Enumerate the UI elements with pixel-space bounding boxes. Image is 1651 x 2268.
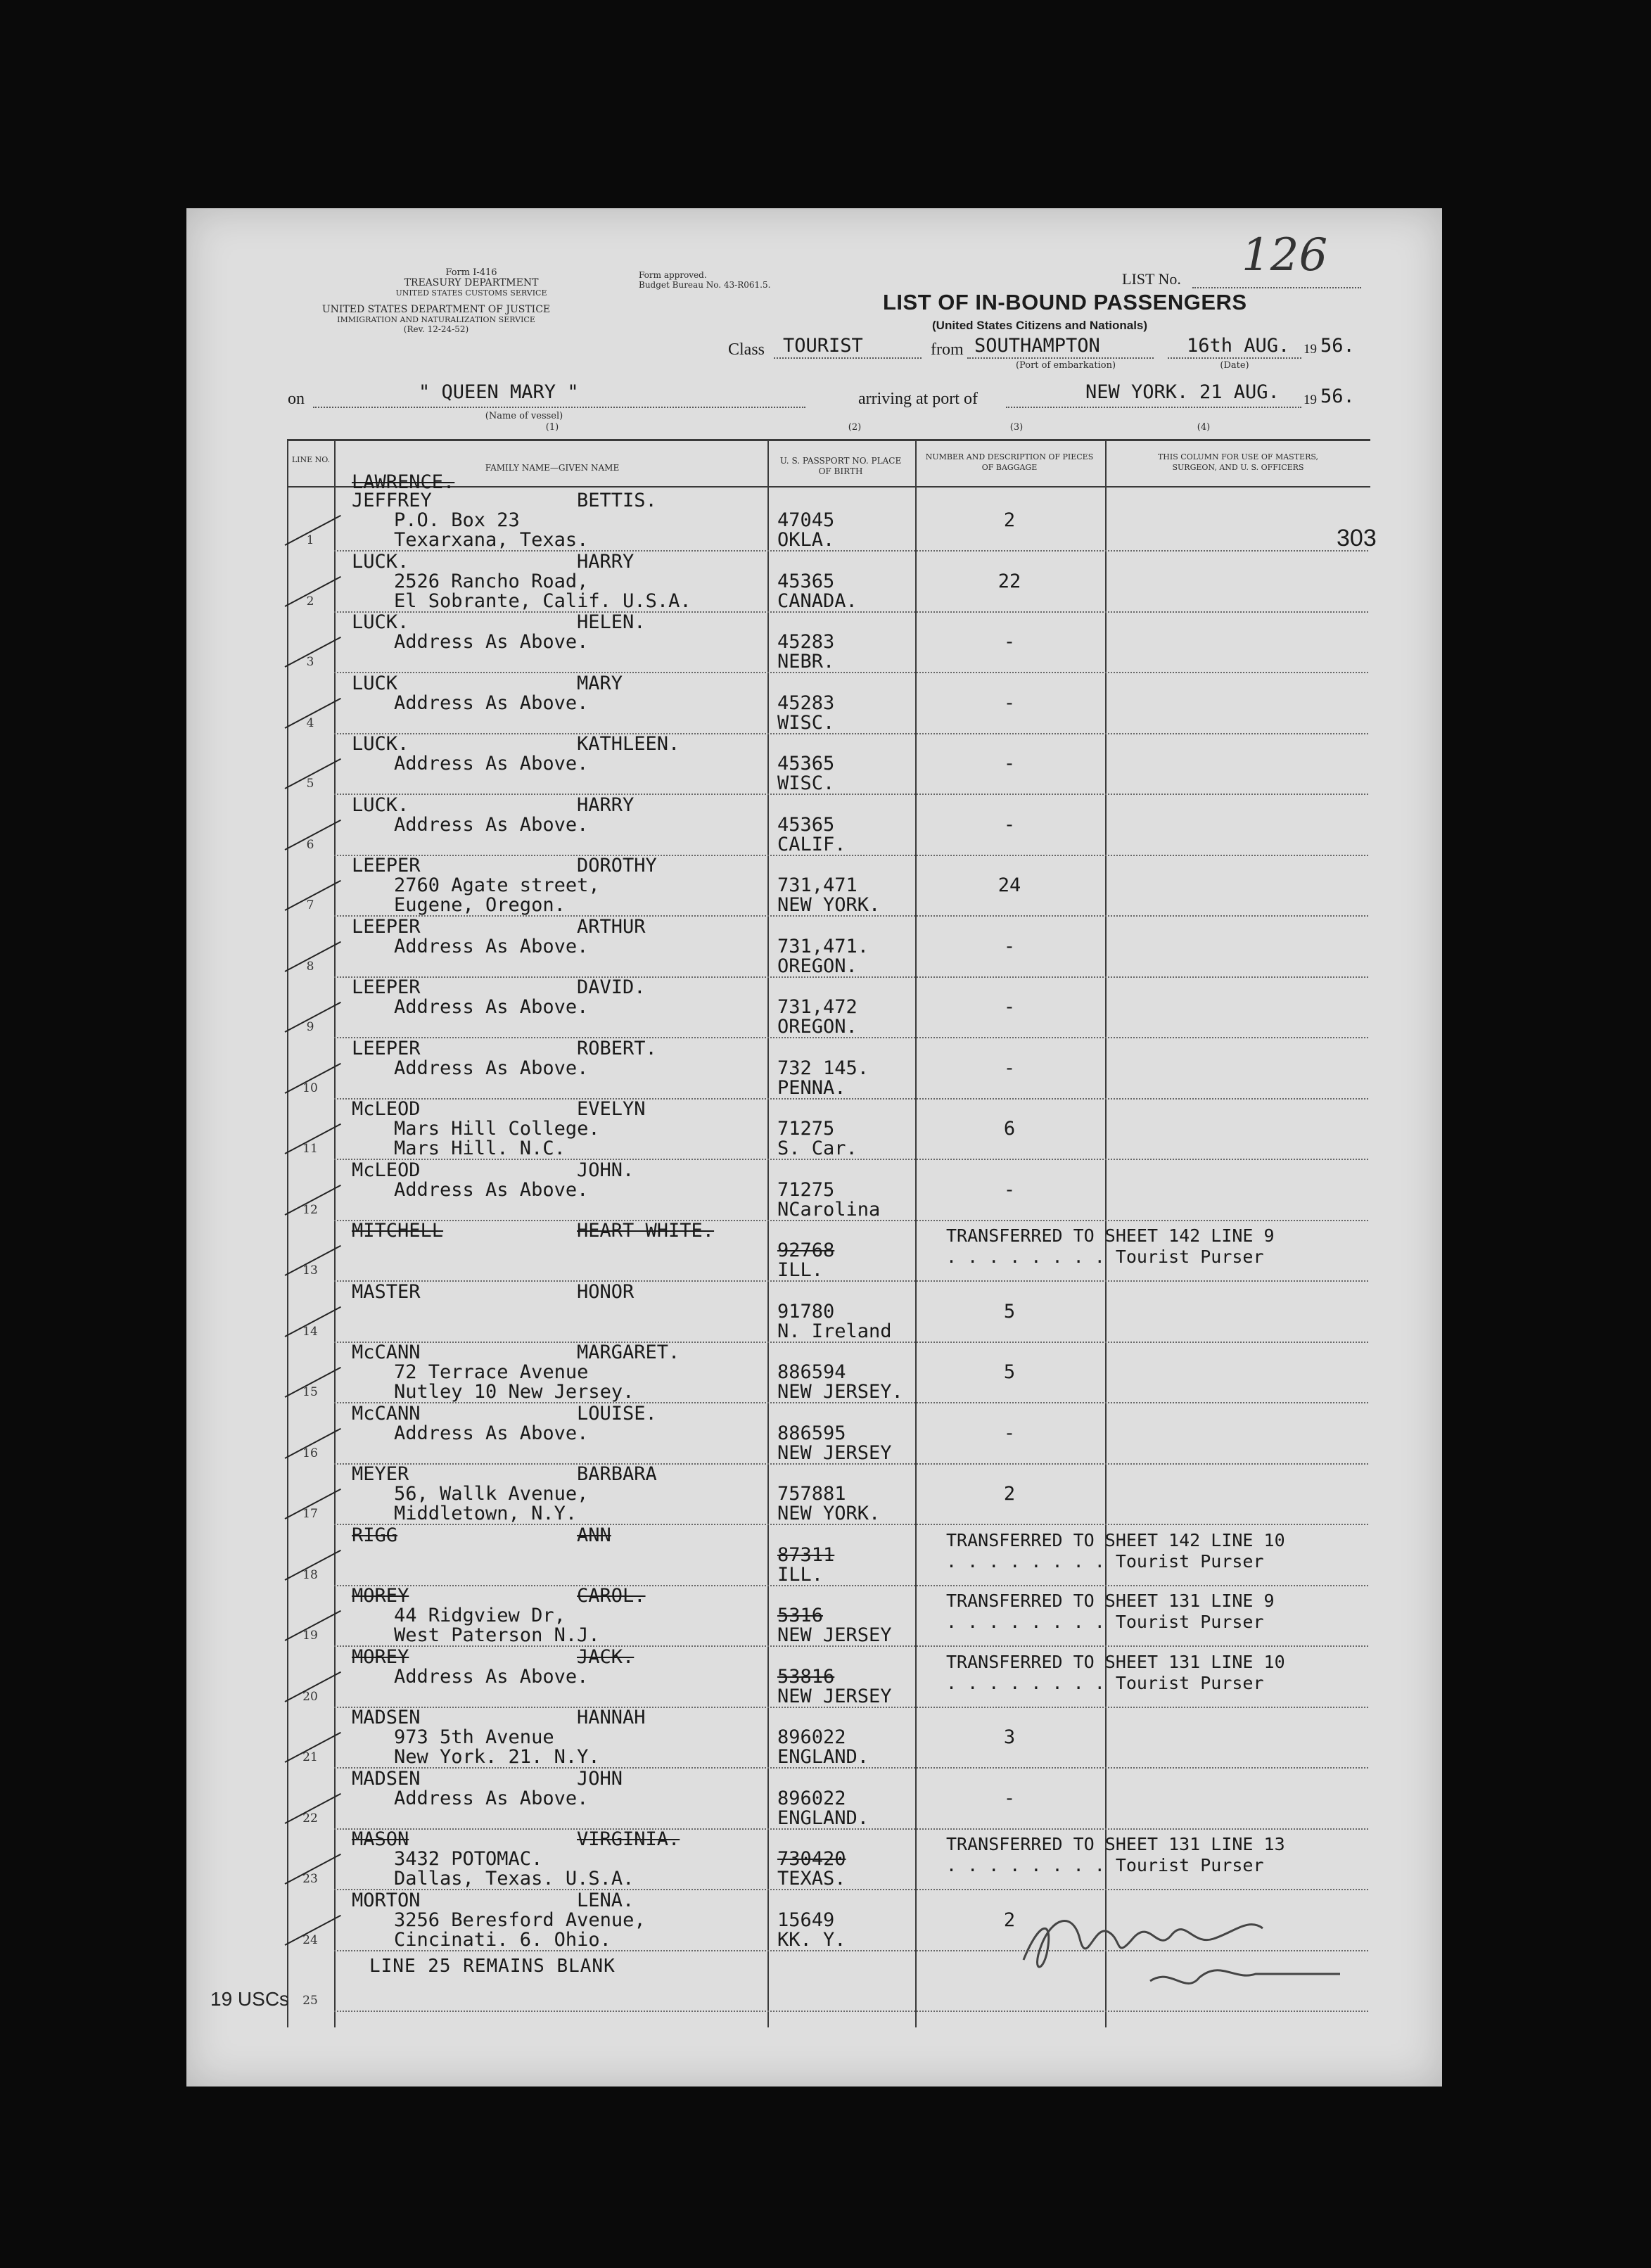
- given-name: DAVID.: [577, 976, 646, 998]
- given-name: EVELYN: [577, 1098, 646, 1120]
- place-of-birth: OREGON.: [777, 1016, 858, 1038]
- passport-number: 757881: [777, 1483, 846, 1505]
- given-name: HELEN.: [577, 611, 646, 633]
- baggage-count: -: [1003, 1057, 1016, 1079]
- address-line-1: Address As Above.: [394, 1666, 589, 1688]
- place-of-birth: ENGLAND.: [777, 1807, 869, 1829]
- line-number: 11: [302, 1142, 318, 1156]
- class-label: Class: [728, 340, 765, 359]
- baggage-count: -: [1003, 814, 1016, 836]
- date-dotline: [1168, 357, 1301, 359]
- address-line-2: Nutley 10 New Jersey.: [394, 1381, 635, 1403]
- place-of-birth: ILL.: [777, 1564, 824, 1586]
- arriving-label: arriving at port of: [858, 390, 978, 408]
- family-name: McLEOD: [352, 1159, 421, 1181]
- line-number: 6: [306, 838, 314, 852]
- ins-service: IMMIGRATION AND NATURALIZATION SERVICE: [337, 315, 535, 324]
- baggage-count: -: [1003, 1422, 1016, 1444]
- place-of-birth: OREGON.: [777, 955, 858, 977]
- address-line-1: Address As Above.: [394, 753, 589, 775]
- row-separator: [334, 1280, 1368, 1282]
- line-number: 21: [302, 1750, 318, 1764]
- purser-signature: [1009, 1897, 1347, 2002]
- list-number-dotline: [1192, 287, 1361, 288]
- baggage-count: 24: [997, 874, 1021, 896]
- address-line-1: Address As Above.: [394, 1057, 589, 1079]
- from-label: from: [931, 340, 964, 359]
- family-name: MOREY: [352, 1646, 409, 1668]
- line-number: 3: [306, 655, 314, 669]
- passport-number: 5316: [777, 1605, 824, 1626]
- baggage-count: 22: [997, 571, 1021, 592]
- row-separator: [334, 854, 1368, 856]
- arrival-year: 56.: [1320, 386, 1355, 407]
- address-line-1: Address As Above.: [394, 1788, 589, 1809]
- transfer-note: TRANSFERRED TO SHEET 131 LINE 13: [946, 1834, 1285, 1854]
- line-number: 2: [306, 594, 314, 609]
- given-name: HANNAH: [577, 1707, 646, 1728]
- passport-number: 87311: [777, 1544, 835, 1566]
- place-of-birth: KK. Y.: [777, 1929, 846, 1951]
- place-of-birth: NEW JERSEY.: [777, 1381, 903, 1403]
- header-baggage: NUMBER AND DESCRIPTION OF PIECES OF BAGGAGE: [925, 452, 1094, 472]
- treasury-dept: TREASURY DEPARTMENT: [404, 277, 539, 288]
- table-top-rule: [287, 439, 1370, 441]
- port-embark-caption: (Port of embarkation): [1015, 360, 1116, 371]
- on-label: on: [288, 390, 305, 408]
- family-name: MOREY: [352, 1585, 409, 1607]
- passport-number: 71275: [777, 1118, 835, 1140]
- place-of-birth: N. Ireland: [777, 1320, 892, 1342]
- passport-number: 45365: [777, 571, 835, 592]
- passport-number: 896022: [777, 1726, 846, 1748]
- address-line-1: 44 Ridgview Dr,: [394, 1605, 566, 1626]
- address-line-1: Address As Above.: [394, 1422, 589, 1444]
- departure-date: 16th AUG.: [1187, 335, 1290, 357]
- place-of-birth: WISC.: [777, 772, 835, 794]
- given-name: BARBARA: [577, 1463, 657, 1485]
- family-name: LEEPER: [352, 855, 421, 877]
- baggage-count: -: [1003, 753, 1016, 775]
- line-number: 19: [302, 1629, 318, 1643]
- blank-line-note: LINE 25 REMAINS BLANK: [369, 1956, 616, 1977]
- given-name: ANN: [577, 1524, 611, 1546]
- vessel-caption: (Name of vessel): [485, 411, 563, 421]
- vessel-dotline: [313, 407, 805, 408]
- family-name: RIGG: [352, 1524, 398, 1546]
- line-number: 15: [302, 1385, 318, 1399]
- transfer-purser: . . . . . . . . Tourist Purser: [946, 1673, 1264, 1693]
- place-of-birth: NEW JERSEY: [777, 1686, 892, 1707]
- baggage-count: 5: [1003, 1361, 1016, 1383]
- given-name: LENA.: [577, 1890, 635, 1911]
- address-line-2: New York. 21. N.Y.: [394, 1746, 600, 1768]
- transfer-note: TRANSFERRED TO SHEET 131 LINE 10: [946, 1652, 1285, 1672]
- address-line-2: Cincinati. 6. Ohio.: [394, 1929, 611, 1951]
- given-name: ROBERT.: [577, 1038, 657, 1059]
- line-number: 17: [302, 1507, 318, 1521]
- address-line-2: Eugene, Oregon.: [394, 894, 566, 916]
- family-name: MASON: [352, 1828, 409, 1850]
- family-name: MORTON: [352, 1890, 421, 1911]
- given-name: DOROTHY: [577, 855, 657, 877]
- address-line-1: 2760 Agate street,: [394, 874, 600, 896]
- passport-number: 730420: [777, 1848, 846, 1870]
- list-number-label: LIST No.: [1122, 270, 1181, 288]
- passport-number: 731,472: [777, 996, 858, 1018]
- given-name: JACK.: [577, 1646, 635, 1668]
- passport-number: 896022: [777, 1788, 846, 1809]
- address-line-1: Address As Above.: [394, 996, 589, 1018]
- passport-number: 732 145.: [777, 1057, 869, 1079]
- given-name: JOHN: [577, 1768, 623, 1790]
- arrival-date: 21 AUG.: [1199, 381, 1280, 403]
- arrival-dotline: [1006, 407, 1301, 408]
- row-separator: [334, 1097, 1368, 1100]
- line-number: 5: [306, 777, 314, 791]
- place-of-birth: S. Car.: [777, 1138, 858, 1159]
- place-of-birth: NEW JERSEY: [777, 1442, 892, 1464]
- transfer-purser: . . . . . . . . Tourist Purser: [946, 1551, 1264, 1572]
- col-num-2: (2): [848, 422, 862, 433]
- family-name: MEYER: [352, 1463, 409, 1485]
- address-line-1: Address As Above.: [394, 936, 589, 957]
- baggage-count: -: [1003, 1788, 1016, 1809]
- given-name: MARGARET.: [577, 1342, 680, 1363]
- line-number: 9: [306, 1020, 314, 1034]
- col-num-1: (1): [545, 422, 559, 433]
- family-name: McCANN: [352, 1342, 421, 1363]
- family-name: JEFFREY: [352, 490, 432, 511]
- address-line-1: 3256 Beresford Avenue,: [394, 1909, 646, 1931]
- address-line-2: Middletown, N.Y.: [394, 1503, 578, 1524]
- line-number: 13: [302, 1263, 318, 1278]
- place-of-birth: PENNA.: [777, 1077, 846, 1099]
- passport-number: 45365: [777, 814, 835, 836]
- address-line-2: El Sobrante, Calif. U.S.A.: [394, 590, 691, 612]
- baggage-count: 3: [1003, 1726, 1016, 1748]
- address-line-2: Dallas, Texas. U.S.A.: [394, 1868, 635, 1890]
- row-separator: [334, 1584, 1368, 1586]
- place-of-birth: NEW JERSEY: [777, 1624, 892, 1646]
- from-dotline: [967, 357, 1154, 359]
- address-line-1: Address As Above.: [394, 814, 589, 836]
- place-of-birth: NEW YORK.: [777, 894, 881, 916]
- given-name: MARY: [577, 673, 623, 694]
- transfer-purser: . . . . . . . . Tourist Purser: [946, 1855, 1264, 1875]
- line-number: 23: [302, 1872, 318, 1886]
- transfer-note: TRANSFERRED TO SHEET 131 LINE 9: [946, 1591, 1275, 1611]
- address-line-1: 72 Terrace Avenue: [394, 1361, 589, 1383]
- row-separator: [334, 2010, 1368, 2012]
- year-prefix-2: 19: [1303, 393, 1317, 407]
- passport-number: 15649: [777, 1909, 835, 1931]
- col-num-3: (3): [1009, 422, 1024, 433]
- family-name: LUCK: [352, 673, 398, 694]
- address-line-1: P.O. Box 23: [394, 509, 520, 531]
- line-number: 10: [302, 1081, 318, 1095]
- baggage-count: -: [1003, 692, 1016, 714]
- family-name: MADSEN: [352, 1768, 421, 1790]
- family-name: MASTER: [352, 1281, 421, 1303]
- line-number: 4: [306, 716, 314, 730]
- given-name: JOHN.: [577, 1159, 635, 1181]
- passport-number: 886594: [777, 1361, 846, 1383]
- family-name: LUCK.: [352, 733, 409, 755]
- date-caption: (Date): [1220, 360, 1249, 371]
- form-revision: (Rev. 12-24-52): [403, 324, 469, 334]
- budget-bureau: Budget Bureau No. 43-R061.5.: [639, 280, 771, 290]
- place-of-birth: NEBR.: [777, 651, 835, 673]
- line-number: 18: [302, 1568, 318, 1582]
- baggage-count: 6: [1003, 1118, 1016, 1140]
- family-name: LUCK.: [352, 551, 409, 573]
- customs-service: UNITED STATES CUSTOMS SERVICE: [395, 288, 547, 298]
- address-line-1: Address As Above.: [394, 631, 589, 653]
- manifest-sheet: [186, 208, 1442, 2087]
- passport-number: 92768: [777, 1240, 835, 1261]
- place-of-birth: CANADA.: [777, 590, 858, 612]
- departure-year: 56.: [1320, 335, 1355, 357]
- address-line-2: West Paterson N.J.: [394, 1624, 600, 1646]
- family-name: LEEPER: [352, 916, 421, 938]
- baggage-count: -: [1003, 631, 1016, 653]
- line-number: 1: [306, 533, 314, 547]
- header-name: FAMILY NAME—GIVEN NAME: [485, 463, 620, 473]
- place-of-birth: OKLA.: [777, 529, 835, 551]
- baggage-count: 2: [1003, 509, 1016, 531]
- justice-dept: UNITED STATES DEPARTMENT OF JUSTICE: [321, 304, 551, 315]
- transfer-note: TRANSFERRED TO SHEET 142 LINE 9: [946, 1225, 1275, 1246]
- baggage-col-divider: [915, 439, 917, 2027]
- passport-number: 45283: [777, 631, 835, 653]
- passport-number: 45365: [777, 753, 835, 775]
- passport-number: 45283: [777, 692, 835, 714]
- address-line-1: Mars Hill College.: [394, 1118, 600, 1140]
- given-name: ARTHUR: [577, 916, 646, 938]
- given-name: HONOR: [577, 1281, 635, 1303]
- address-line-1: Address As Above.: [394, 1179, 589, 1201]
- address-line-1: 3432 POTOMAC.: [394, 1848, 543, 1870]
- form-number: Form I-416: [445, 267, 497, 278]
- passport-number: 731,471.: [777, 936, 869, 957]
- given-name: HARRY: [577, 551, 635, 573]
- header-officers: THIS COLUMN FOR USE OF MASTERS, SURGEON, AND U. S. OFFICERS: [1157, 452, 1319, 472]
- header-passport: U. S. PASSPORT NO. PLACE OF BIRTH: [779, 456, 902, 476]
- place-of-birth: CALIF.: [777, 834, 846, 855]
- baggage-count: 5: [1003, 1301, 1016, 1323]
- table-left-border: [287, 439, 288, 2027]
- line-number: 14: [302, 1325, 318, 1339]
- passport-number: 731,471: [777, 874, 858, 896]
- col-num-4: (4): [1197, 422, 1211, 433]
- row-separator: [334, 671, 1368, 673]
- line-number: 22: [302, 1811, 318, 1826]
- place-of-birth: NCarolina: [777, 1199, 881, 1221]
- list-number-handwritten: 126: [1242, 229, 1328, 281]
- side-note: 19 USCs: [210, 1988, 290, 2010]
- given-name: LOUISE.: [577, 1403, 657, 1425]
- line-number: 7: [306, 898, 314, 912]
- place-of-birth: NEW YORK.: [777, 1503, 881, 1524]
- given-name: CAROL.: [577, 1585, 646, 1607]
- passport-col-divider: [767, 439, 769, 2027]
- family-name: LEEPER: [352, 1038, 421, 1059]
- passport-number: 47045: [777, 509, 835, 531]
- passport-number: 71275: [777, 1179, 835, 1201]
- form-approved: Form approved.: [639, 270, 707, 280]
- family-name: McLEOD: [352, 1098, 421, 1120]
- line-number: 12: [302, 1203, 318, 1217]
- header-line-no: LINE NO.: [291, 455, 331, 464]
- address-line-2: Mars Hill. N.C.: [394, 1138, 566, 1159]
- transfer-purser: . . . . . . . . Tourist Purser: [946, 1612, 1264, 1632]
- row-separator: [334, 732, 1368, 734]
- margin-number: 303: [1337, 525, 1377, 552]
- passport-number: 53816: [777, 1666, 835, 1688]
- class-dotline: [774, 357, 922, 359]
- line-col-divider: [334, 439, 336, 2027]
- address-line-2: Texarxana, Texas.: [394, 529, 589, 551]
- given-name: HEART WHITE.: [577, 1220, 715, 1242]
- place-of-birth: ILL.: [777, 1259, 824, 1281]
- form-subtitle: (United States Citizens and Nationals): [932, 319, 1148, 332]
- place-of-birth: TEXAS.: [777, 1868, 846, 1890]
- passport-number: 91780: [777, 1301, 835, 1323]
- family-name: LEEPER: [352, 976, 421, 998]
- given-name: KATHLEEN.: [577, 733, 680, 755]
- family-name: LUCK.: [352, 611, 409, 633]
- vessel-name: " QUEEN MARY ": [419, 381, 579, 403]
- port-embarkation: SOUTHAMPTON: [974, 335, 1100, 357]
- baggage-count: 2: [1003, 1909, 1016, 1931]
- line-number: 24: [302, 1933, 318, 1947]
- arrival-port: NEW YORK.: [1085, 381, 1189, 403]
- given-name: VIRGINIA.: [577, 1828, 680, 1850]
- address-line-1: 2526 Rancho Road,: [394, 571, 589, 592]
- baggage-count: -: [1003, 1179, 1016, 1201]
- line-number: 25: [302, 1994, 318, 2008]
- baggage-count: -: [1003, 996, 1016, 1018]
- given-name: BETTIS.: [577, 490, 657, 511]
- passenger-name-prefix: LAWRENCE.: [352, 471, 455, 493]
- family-name: McCANN: [352, 1403, 421, 1425]
- place-of-birth: WISC.: [777, 712, 835, 734]
- transfer-purser: . . . . . . . . Tourist Purser: [946, 1247, 1264, 1267]
- family-name: MITCHELL: [352, 1220, 444, 1242]
- address-line-1: 56, Wallk Avenue,: [394, 1483, 589, 1505]
- line-number: 16: [302, 1446, 318, 1460]
- line-number: 20: [302, 1690, 318, 1704]
- place-of-birth: ENGLAND.: [777, 1746, 869, 1768]
- passport-number: 886595: [777, 1422, 846, 1444]
- transfer-note: TRANSFERRED TO SHEET 142 LINE 10: [946, 1530, 1285, 1550]
- given-name: HARRY: [577, 794, 635, 816]
- baggage-count: -: [1003, 936, 1016, 957]
- family-name: LUCK.: [352, 794, 409, 816]
- family-name: MADSEN: [352, 1707, 421, 1728]
- baggage-count: 2: [1003, 1483, 1016, 1505]
- row-separator: [334, 793, 1368, 795]
- form-title: LIST OF IN-BOUND PASSENGERS: [883, 290, 1247, 314]
- line-number: 8: [306, 960, 314, 974]
- year-prefix-1: 19: [1303, 342, 1317, 357]
- class-value: TOURIST: [783, 335, 863, 357]
- address-line-1: Address As Above.: [394, 692, 589, 714]
- address-line-1: 973 5th Avenue: [394, 1726, 554, 1748]
